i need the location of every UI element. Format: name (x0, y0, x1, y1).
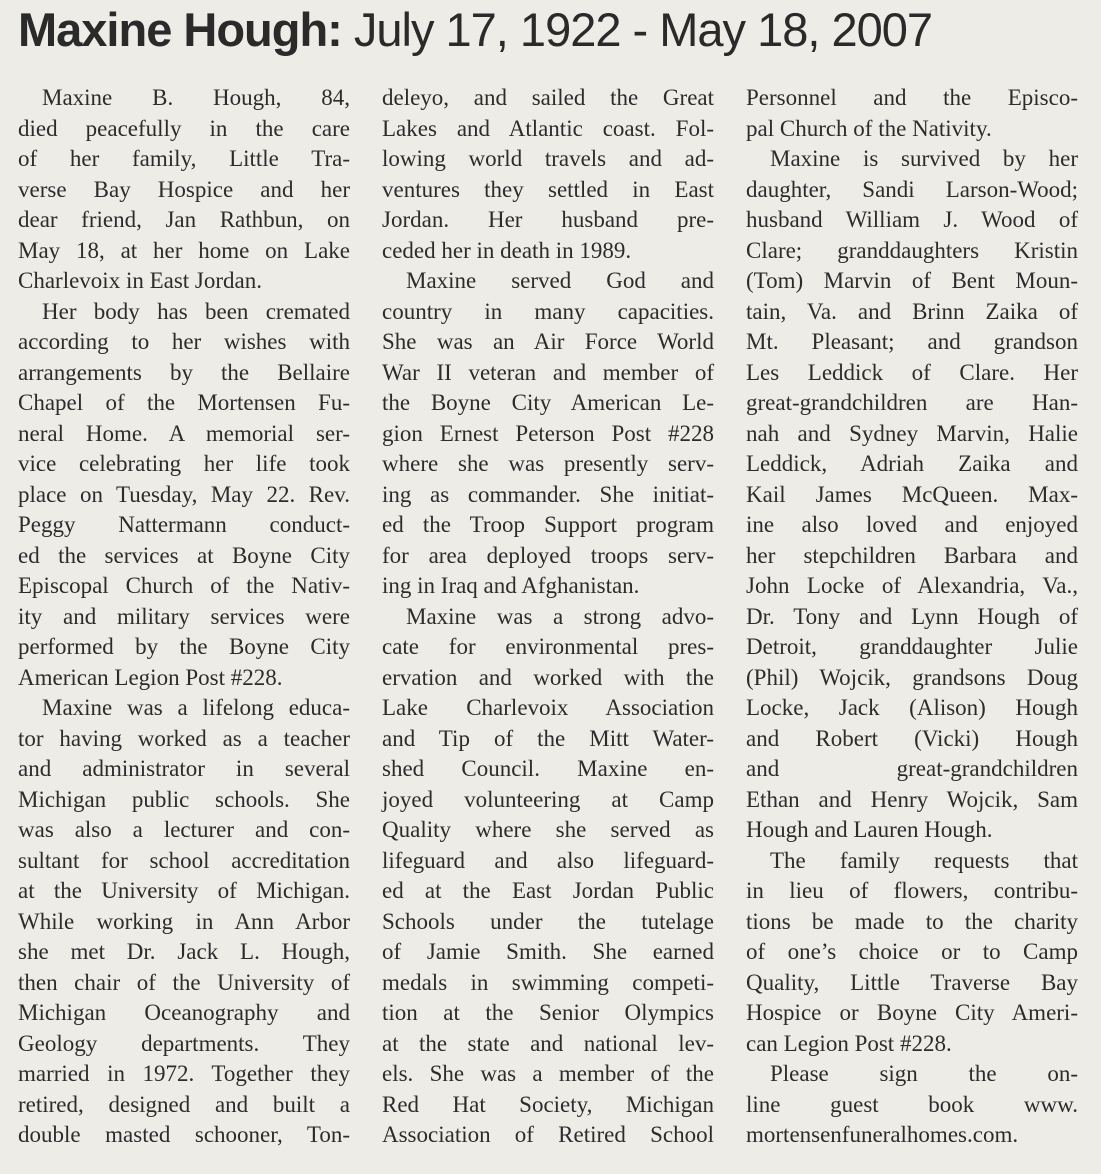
text-line: retired, designed and built a (18, 1091, 350, 1117)
text-column-2 (382, 83, 714, 1151)
text-line: neral Home. A memorial ser- (18, 420, 350, 446)
headline (18, 2, 1093, 58)
text-line: ervation and worked with the (382, 664, 714, 690)
text-line: Schools under the tutelage (382, 908, 714, 934)
text-line: double masted schooner, Ton- (18, 1122, 350, 1147)
text-line: of Jamie Smith. She earned (382, 939, 714, 964)
text-line: cate for environmental pres- (382, 634, 714, 659)
text-line: Episcopal Church of the Nativ- (18, 573, 350, 598)
text-line: Les Leddick of Clare. Her (746, 359, 1078, 385)
text-line: (Phil) Wojcik, grandsons Doug (746, 664, 1078, 690)
text-line: The family requests that (770, 847, 1078, 873)
text-line: she met Dr. Jack L. Hough, (18, 939, 350, 964)
text-line: verse Bay Hospice and her (18, 176, 350, 202)
text-line: (Tom) Marvin of Bent Moun- (746, 268, 1078, 293)
text-line: pal Church of the Nativity. (746, 115, 992, 141)
text-line: John Locke of Alexandria, Va., (746, 573, 1078, 598)
text-line: vice celebrating her life took (18, 451, 350, 476)
text-line: and great-grandchildren (746, 756, 1078, 781)
text-line: line guest book www. (746, 1091, 1078, 1117)
text-line: husband William J. Wood of (746, 207, 1078, 232)
text-line: ed at the East Jordan Public (382, 878, 714, 903)
text-line: Jordan. Her husband pre- (382, 207, 714, 232)
text-line: ed the Troop Support program (382, 512, 714, 537)
text-line: tions be made to the charity (746, 908, 1078, 934)
text-line: Maxine served God and (406, 268, 714, 293)
text-line: nah and Sydney Marvin, Halie (746, 420, 1078, 446)
text-line: Hospice or Boyne City Ameri- (746, 1000, 1078, 1025)
text-line: deleyo, and sailed the Great (382, 85, 714, 110)
text-line: Dr. Tony and Lynn Hough of (746, 603, 1078, 629)
text-line: Geology departments. They (18, 1030, 350, 1056)
text-line: then chair of the University of (18, 969, 350, 995)
text-line: Michigan public schools. She (18, 786, 350, 812)
text-line: at the University of Michigan. (18, 878, 350, 903)
text-line: Her body has been cremated (42, 298, 350, 324)
text-line: Michigan Oceanography and (18, 1000, 350, 1025)
headline-name: Maxine Hough: (18, 3, 342, 56)
text-line: Personnel and the Episco- (746, 85, 1078, 110)
text-line: Maxine is survived by her (770, 146, 1078, 171)
text-line: Peggy Nattermann conduct- (18, 512, 350, 537)
text-line: Detroit, granddaughter Julie (746, 634, 1078, 659)
text-line: married in 1972. Together they (18, 1061, 350, 1086)
text-line: for area deployed troops serv- (382, 542, 714, 568)
text-line: Quality, Little Traverse Bay (746, 969, 1078, 995)
text-line: and Robert (Vicki) Hough (746, 725, 1078, 751)
text-line: ing as commander. She initiat- (382, 481, 714, 507)
text-line: sultant for school accreditation (18, 847, 350, 873)
text-line: died peacefully in the care (18, 115, 350, 141)
text-line: and Tip of the Mitt Water- (382, 725, 714, 751)
text-line: her stepchildren Barbara and (746, 542, 1078, 568)
text-line: Clare; granddaughters Kristin (746, 237, 1078, 263)
text-line: ity and military services were (18, 603, 350, 629)
headline-dates: July 17, 1922 - May 18, 2007 (353, 3, 933, 56)
text-line: Maxine was a lifelong educa- (42, 695, 350, 720)
text-line: Please sign the on- (770, 1061, 1078, 1086)
text-line: Quality where she served as (382, 817, 714, 842)
text-line: country in many capacities. (382, 298, 714, 324)
text-line: where she was presently serv- (382, 451, 714, 476)
text-line: els. She was a member of the (382, 1061, 714, 1086)
text-line: ing in Iraq and Afghanistan. (382, 573, 640, 598)
text-line: ventures they settled in East (382, 176, 714, 202)
text-line: ine also loved and enjoyed (746, 512, 1078, 537)
text-line: Charlevoix in East Jordan. (18, 268, 263, 293)
text-line: American Legion Post #228. (18, 664, 283, 690)
text-line: Chapel of the Mortensen Fu- (18, 390, 350, 415)
text-line: performed by the Boyne City (18, 634, 350, 659)
text-line: tion at the Senior Olympics (382, 1000, 714, 1025)
text-line: Maxine B. Hough, 84, (42, 85, 350, 110)
text-line: Hough and Lauren Hough. (746, 817, 993, 842)
text-line: ceded her in death in 1989. (382, 237, 632, 263)
text-line: arrangements by the Bellaire (18, 359, 350, 385)
text-line: of one’s choice or to Camp (746, 939, 1078, 964)
text-line: May 18, at her home on Lake (18, 237, 350, 263)
text-line: daughter, Sandi Larson-Wood; (746, 176, 1078, 202)
text-line: War II veteran and member of (382, 359, 714, 385)
text-line: Lake Charlevoix Association (382, 695, 714, 720)
text-line: Maxine was a strong advo- (406, 603, 714, 629)
text-line: place on Tuesday, May 22. Rev. (18, 481, 350, 507)
text-line: Mt. Pleasant; and grandson (746, 329, 1078, 354)
text-line: Association of Retired School (382, 1122, 714, 1147)
text-line: can Legion Post #228. (746, 1030, 952, 1056)
text-line: the Boyne City American Le- (382, 390, 714, 415)
text-line: gion Ernest Peterson Post #228 (382, 420, 714, 446)
text-line: great-grandchildren are Han- (746, 390, 1078, 415)
text-line: joyed volunteering at Camp (382, 786, 714, 812)
text-line: Ethan and Henry Wojcik, Sam (746, 786, 1078, 812)
text-line: mortensenfuneralhomes.com. (746, 1122, 1019, 1147)
text-line: lifeguard and also lifeguard- (382, 847, 714, 873)
text-line: and administrator in several (18, 756, 350, 781)
text-column-1 (18, 83, 350, 1151)
text-line: Leddick, Adriah Zaika and (746, 451, 1078, 476)
text-line: While working in Ann Arbor (18, 908, 350, 934)
text-line: at the state and national lev- (382, 1030, 714, 1056)
text-line: according to her wishes with (18, 329, 350, 354)
text-line: dear friend, Jan Rathbun, on (18, 207, 350, 232)
text-line: Kail James McQueen. Max- (746, 481, 1078, 507)
text-line: Locke, Jack (Alison) Hough (746, 695, 1078, 720)
text-line: in lieu of flowers, contribu- (746, 878, 1078, 903)
text-line: shed Council. Maxine en- (382, 756, 714, 781)
text-line: ed the services at Boyne City (18, 542, 350, 568)
text-line: medals in swimming competi- (382, 969, 714, 995)
text-column-3 (746, 83, 1078, 1151)
text-line: tor having worked as a teacher (18, 725, 350, 751)
text-line: Red Hat Society, Michigan (382, 1091, 714, 1117)
text-line: Lakes and Atlantic coast. Fol- (382, 115, 714, 141)
text-line: of her family, Little Tra- (18, 146, 350, 171)
text-line: tain, Va. and Brinn Zaika of (746, 298, 1078, 324)
text-line: was also a lecturer and con- (18, 817, 350, 842)
text-line: She was an Air Force World (382, 329, 714, 354)
text-line: lowing world travels and ad- (382, 146, 714, 171)
